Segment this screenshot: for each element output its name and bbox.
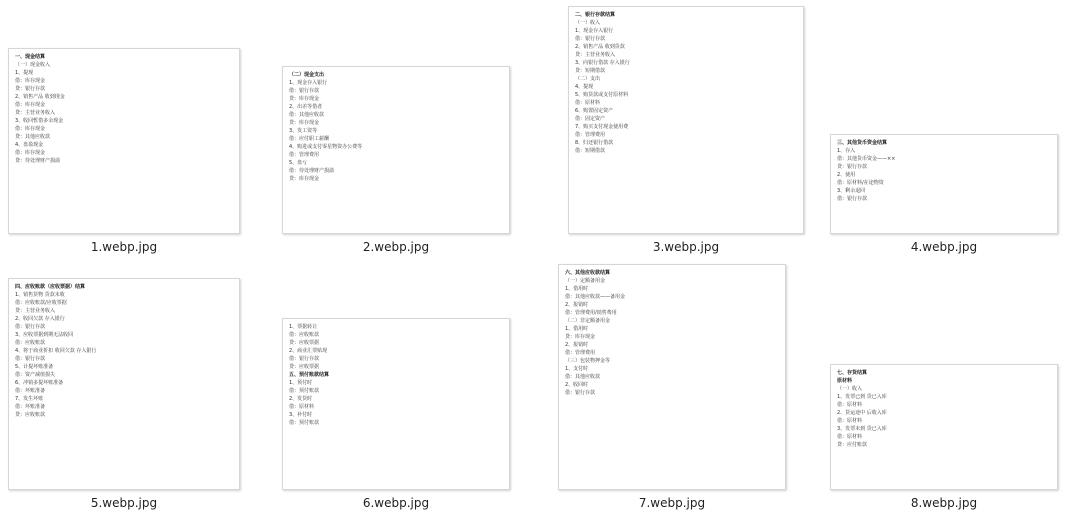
file-tile[interactable] [568, 6, 804, 254]
file-thumbnail[interactable] [8, 278, 240, 490]
file-thumbnail[interactable] [282, 66, 510, 234]
file-tile[interactable] [282, 318, 510, 510]
file-name[interactable]: 1.webp.jpg [90, 240, 158, 254]
thumbnail-document: 一、现金结算 （一）现金收入 1、提现 借：库存现金 贷：银行存款 2、销售产品 收到现金 借：库存现金 贷：主营业务收入 3、收回暂借多余现金 借：库存现金 贷：其他应收款 4、盘盈现金 借：库存现金 贷：待处理财产损溢 [15, 54, 65, 164]
file-thumbnail[interactable] [830, 134, 1058, 234]
file-name[interactable]: 7.webp.jpg [638, 496, 706, 510]
file-name[interactable]: 8.webp.jpg [910, 496, 978, 510]
file-thumbnail[interactable] [830, 364, 1058, 490]
thumbnail-document: 二、银行存款结算 （一）收入 1、现金存入银行 借：银行存款 2、销售产品 收到货款 贷：主营业务收入 3、向银行借款 存入银行 贷：短期借款 （二）支出 4、提现 5、购货款或支付原材料 借：原材料 6、购置固定资产 借：固定资产 7、购买支付现金使用费 借：管理费用 8、归还银行借款 借：短期借款 [575, 12, 630, 154]
file-tile[interactable] [830, 364, 1058, 510]
thumbnail-document: （二）现金支出 1、现金存入银行 借：银行存款 贷：库存现金 2、出差等借者 借：其他应收款 贷：库存现金 3、发工资等 借：应付职工薪酬 4、购进或支付零星物资办公费等 借：管理费用 5、盘亏 借：待处理财产损溢 贷：库存现金 [289, 72, 363, 182]
thumbnail-document: 七、存货结算 原材料 （一）收入 1、发票已到 货已入库 借：原材料 2、货运途中 后收入库 借：原材料 3、发票未到 货已入库 借：原材料 贷：应付账款 [837, 370, 887, 448]
file-thumbnail[interactable] [282, 318, 510, 490]
file-thumbnail[interactable] [568, 6, 804, 234]
file-tile[interactable] [830, 134, 1058, 254]
file-name[interactable]: 6.webp.jpg [362, 496, 430, 510]
file-name[interactable]: 4.webp.jpg [910, 240, 978, 254]
thumbnail-document: 1、票据转让 借：应收账款 贷：应收票据 2、商业汇票贴现 借：银行存款 贷：应收票据 五、预付账款结算 1、预付时 借：预付账款 2、发货时 借：原材料 3、补付时 借：预付账款 [289, 324, 330, 426]
file-thumbnail[interactable] [558, 264, 786, 490]
file-tile[interactable] [8, 278, 240, 510]
thumbnail-document: 六、其他应收款结算 （一）定额备用金 1、借用时 借：其他应收款——备用金 2、报销时 借：管理费用/销售费用 （二）非定额备用金 1、借用时 贷：库存现金 2、报销时 借：管理费用 （三）包装物押金等 1、支付时 借：其他应收款 2、收回时 借：银行存款 [565, 270, 626, 396]
file-name[interactable]: 3.webp.jpg [652, 240, 720, 254]
file-name[interactable]: 5.webp.jpg [90, 496, 158, 510]
file-thumbnail[interactable] [8, 48, 240, 234]
file-tile[interactable] [558, 264, 786, 510]
file-tile[interactable] [8, 48, 240, 254]
thumbnail-document: 四、应收账款（应收票据）结算 1、销售货物 货款未收 借：应收账款/应收票据 贷：主营业务收入 2、收回欠款 存入银行 借：银行存款 3、应收票据到期无法收回 借：应收账款 4、将于商业折扣 收回欠款 存入银行 借：银行存款 5、计提坏账准备 借：资产减值损失 6、冲销多提坏账准备 借：坏账准备 7、发生坏账 借：坏账准备 贷：应收账款 [15, 284, 97, 418]
file-name[interactable]: 2.webp.jpg [362, 240, 430, 254]
file-tile[interactable] [282, 66, 510, 254]
thumbnail-document: 三、其他货币资金结算 1、存入 借：其他货币资金——×× 贷：银行存款 2、使用 借：原材料/在途物资 3、剩余退回 借：银行存款 [837, 140, 896, 202]
